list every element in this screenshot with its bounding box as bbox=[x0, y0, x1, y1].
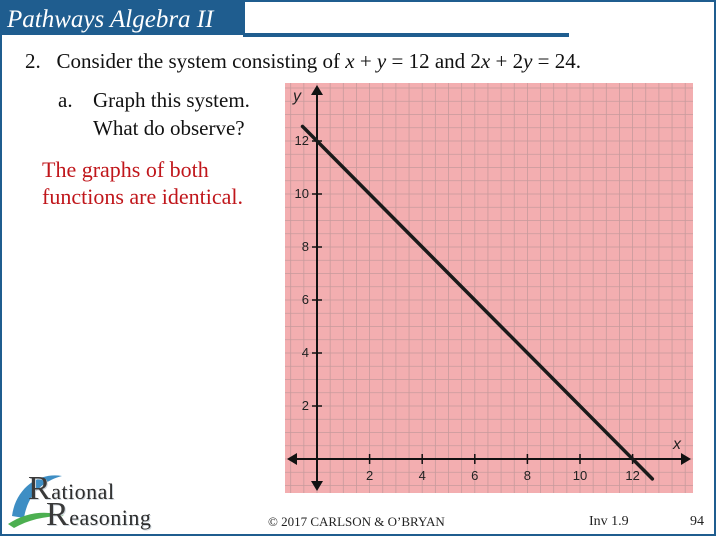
eq1-rest: = 12 and 2 bbox=[386, 49, 481, 73]
title-underline bbox=[243, 33, 569, 37]
eq1-x: x bbox=[345, 49, 355, 73]
eq1-y: y bbox=[376, 49, 387, 73]
graph-grid bbox=[285, 83, 693, 493]
y-tick-label: 12 bbox=[294, 133, 309, 148]
x-axis-label: x bbox=[673, 436, 681, 453]
rational-reasoning-logo bbox=[6, 466, 181, 533]
part-a bbox=[58, 86, 250, 142]
coordinate-graph bbox=[285, 83, 693, 493]
eq1-plus: + bbox=[354, 49, 377, 73]
logo-word-rational: Rational bbox=[28, 470, 115, 507]
footer-copyright: © 2017 CARLSON & O’BRYAN bbox=[268, 514, 445, 529]
logo-word-reasoning: Reasoning bbox=[46, 496, 152, 533]
x-tick-label: 2 bbox=[365, 468, 374, 483]
graph-background bbox=[285, 83, 693, 493]
answer-line2: functions are identical. bbox=[42, 184, 243, 209]
answer-text bbox=[42, 156, 243, 210]
footer-page-number: 94 bbox=[690, 514, 704, 529]
eq2-mid: + 2 bbox=[490, 49, 524, 73]
x-tick-label: 6 bbox=[471, 468, 479, 483]
y-axis-label: y bbox=[293, 88, 301, 105]
x-tick-label: 10 bbox=[572, 468, 588, 483]
x-tick-label: 12 bbox=[625, 468, 640, 483]
answer-line1: The graphs of both bbox=[42, 157, 209, 182]
part-a-line2: What do observe? bbox=[93, 116, 245, 140]
y-tick-label: 8 bbox=[301, 239, 309, 254]
title-bar bbox=[2, 2, 245, 35]
part-a-label: a. bbox=[58, 88, 73, 112]
question-number: 2. bbox=[25, 49, 41, 73]
question-text bbox=[25, 47, 581, 75]
y-tick-label: 6 bbox=[301, 292, 309, 307]
eq2-x: x bbox=[480, 49, 491, 73]
x-tick-label: 8 bbox=[523, 468, 532, 483]
y-tick-label: 2 bbox=[301, 398, 309, 413]
x-tick-label: 4 bbox=[418, 468, 426, 483]
eq2-y: y bbox=[523, 49, 533, 73]
part-a-line1: Graph this system. bbox=[93, 88, 250, 112]
y-tick-label: 10 bbox=[294, 186, 309, 201]
page-title: Pathways Algebra II bbox=[7, 6, 214, 33]
eq2-rest: = 24. bbox=[532, 49, 581, 73]
question-lead: Consider the system consisting of bbox=[56, 49, 346, 73]
y-tick-label: 4 bbox=[301, 345, 309, 360]
footer-investigation: Inv 1.9 bbox=[589, 514, 629, 529]
